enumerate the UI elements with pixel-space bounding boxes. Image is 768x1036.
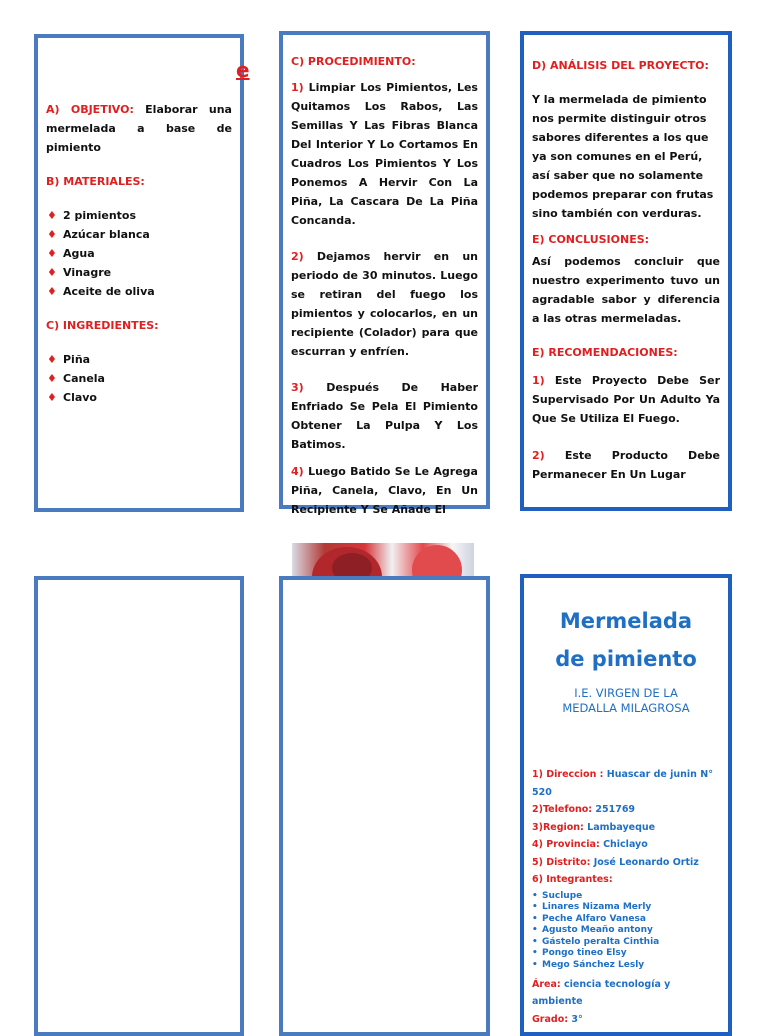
info-region: [532, 819, 722, 837]
step-4: [291, 462, 478, 519]
rec-2: [532, 446, 720, 484]
grado-label: Grado:: [532, 1013, 569, 1025]
rec-text: Este Proyecto Debe Ser Supervisado Por Un Adulto Ya Que Se Utiliza El Fuego.: [532, 374, 720, 425]
ingredientes-label: C) INGREDIENTES:: [46, 319, 159, 332]
direccion-label: 1) Direccion :: [532, 769, 604, 780]
distrito-label: 5) Distrito:: [532, 856, 591, 868]
mermelada-photo: [292, 543, 474, 579]
step-number: 2): [291, 250, 304, 263]
rec-number: 1): [532, 374, 545, 387]
list-item: • Suclupe: [532, 891, 722, 903]
list-item: ♦ Canela: [46, 369, 232, 388]
area-label: Área:: [532, 978, 561, 990]
analisis-text: Y la mermelada de pimiento nos permite distinguir otros sabores diferentes a los que ya son comunes en el Perú, así saber que no solamente podemos preparar con frutas sino también con verduras.: [532, 93, 714, 220]
step-number: 3): [291, 381, 304, 394]
direccion-value: Huascar de junin N° 520: [532, 769, 713, 798]
school-line2: MEDALLA MILAGROSA: [562, 701, 690, 715]
integrantes-list: [532, 891, 722, 972]
school-line1: I.E. VIRGEN DE LA: [574, 686, 678, 700]
step-number: 1): [291, 81, 304, 94]
info-area: [532, 976, 722, 1011]
step-3: [291, 378, 478, 454]
step-text: Después De Haber Enfriado Se Pela El Pimiento Obtener La Pulpa Y Los Batimos.: [291, 381, 478, 451]
recomendaciones-label: E) RECOMENDACIONES:: [532, 346, 678, 359]
info-integrantes: [532, 871, 722, 889]
panel-blank-left: [34, 576, 244, 1036]
telefono-label: 2)Telefono:: [532, 804, 593, 815]
info-grado: [532, 1011, 722, 1029]
conclusiones-label: E) CONCLUSIONES:: [532, 233, 650, 246]
list-item: ♦ 2 pimientos: [46, 206, 232, 225]
panel-analisis: [520, 31, 732, 511]
list-item: ♦ Azúcar blanca: [46, 225, 232, 244]
step-text: Luego Batido Se Le Agrega Piña, Canela, Clavo, En Un Recipiente Y Se Añade El: [291, 465, 478, 516]
list-item: ♦ Agua: [46, 244, 232, 263]
region-label: 3)Region:: [532, 821, 584, 833]
info-distrito: [532, 854, 722, 872]
panel-procedimiento: [279, 31, 490, 516]
list-item: ♦ Clavo: [46, 388, 232, 407]
area-value: ciencia tecnología y ambiente: [532, 978, 671, 1008]
procedimiento-label: C) PROCEDIMIENTO:: [291, 55, 416, 68]
list-item: • Linares Nizama Merly: [532, 902, 722, 914]
list-item: ♦ Aceite de oliva: [46, 282, 232, 301]
step-text: Limpiar Los Pimientos, Les Quitamos Los Rabos, Las Semillas Y Las Fibras Blanca Del Interior Y Lo Cortamos En Cuadros Los Pimientos Y Los Ponemos A Hervir Con La Piña, La Cascara De La Piña Concanda.: [291, 81, 478, 227]
list-item: • Gástelo peralta Cinthia: [532, 937, 722, 949]
provincia-label: 4) Provincia:: [532, 839, 600, 850]
cover-title-line2: de pimiento: [555, 647, 697, 671]
cover-title-line1: Mermelada: [559, 609, 693, 633]
objetivo-label: A) OBJETIVO:: [46, 103, 134, 116]
ingredientes-list: [46, 350, 232, 407]
panel-blank-middle: [279, 576, 490, 1036]
list-item: • Agusto Meaño antony: [532, 925, 722, 937]
school-name: [524, 686, 728, 716]
objetivo-text: Elaborar una mermelada a base de pimiento: [46, 103, 232, 154]
provincia-value: Chiclayo: [603, 839, 648, 850]
panel-objetivo: [34, 34, 250, 512]
list-item: ♦ Piña: [46, 350, 232, 369]
telefono-value: 251769: [595, 804, 636, 815]
step-number: 4): [291, 465, 304, 478]
cover-title: [524, 602, 728, 678]
school-info: [532, 766, 722, 1028]
objetivo-block: [46, 100, 232, 157]
grado-value: 3°: [571, 1013, 583, 1025]
info-provincia: [532, 836, 722, 854]
integrantes-label: 6) Integrantes:: [532, 874, 613, 885]
info-direccion: [532, 766, 722, 801]
list-item: ♦ Vinagre: [46, 263, 232, 282]
rec-number: 2): [532, 449, 545, 462]
title-fragment: e: [236, 58, 250, 82]
list-item: • Mego Sánchez Lesly: [532, 960, 722, 972]
panel-cover: [520, 574, 732, 1036]
region-value: Lambayeque: [587, 821, 656, 833]
materiales-label: B) MATERIALES:: [46, 175, 145, 188]
list-item: • Peche Alfaro Vanesa: [532, 914, 722, 926]
rec-1: [532, 371, 720, 428]
analisis-label: D) ANÁLISIS DEL PROYECTO:: [532, 59, 709, 72]
distrito-value: José Leonardo Ortiz: [593, 856, 699, 868]
step-text: Dejamos hervir en un periodo de 30 minutos. Luego se retiran del fuego los pimientos y colocarlos, en un recipiente (Colador) para que escurran y enfríen.: [291, 250, 478, 358]
conclusiones-text: Así podemos concluir que nuestro experimento tuvo un agradable sabor y diferencia a las otras mermeladas.: [532, 255, 720, 325]
materiales-list: [46, 206, 232, 301]
step-1: [291, 78, 478, 230]
list-item: • Pongo tineo Elsy: [532, 948, 722, 960]
info-telefono: [532, 801, 722, 819]
step-2: [291, 247, 478, 361]
rec-text: Este Producto Debe Permanecer En Un Lugar: [532, 449, 720, 481]
